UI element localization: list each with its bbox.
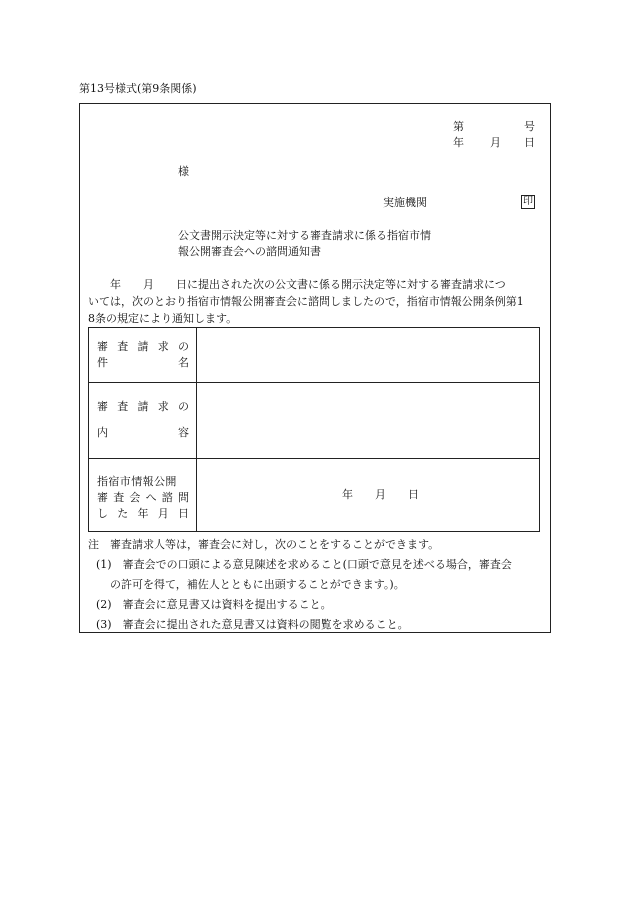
document-no-prefix: 第 bbox=[453, 120, 464, 133]
addressee-suffix: 様 bbox=[178, 165, 189, 178]
request-details-table bbox=[88, 327, 540, 532]
body-line-1: 年 月 日に提出された次の公文書に係る開示決定等に対する審査請求につ bbox=[88, 278, 506, 291]
table-row-divider bbox=[89, 382, 539, 383]
row3-label: 指宿市情報公開 審 査 会 へ 諮 問 し た 年 月 日 bbox=[97, 475, 189, 520]
document-title-line2: 報公開審査会への諮問通知書 bbox=[178, 245, 321, 258]
document-title-line1: 公文書開示決定等に対する審査請求に係る指宿市情 bbox=[178, 229, 431, 242]
notes-section bbox=[88, 535, 548, 635]
date-day-label: 日 bbox=[524, 136, 535, 149]
seal-mark: 印 bbox=[523, 196, 533, 207]
row2-label: 審 査 請 求 の 内 容 bbox=[97, 400, 189, 439]
notes-item-1-continuation: の許可を得て，補佐人とともに出頭することができます。)。 bbox=[110, 578, 405, 591]
notes-item-3: (3) 審査会に提出された意見書又は資料の閲覧を求めること。 bbox=[96, 618, 409, 631]
body-line-2: いては，次のとおり指宿市情報公開審査会に諮問しましたので，指宿市情報公開条例第1 bbox=[88, 295, 524, 308]
body-line-3: 8条の規定により通知します。 bbox=[88, 312, 238, 325]
row1-label: 審 査 請 求 の 件 名 bbox=[97, 340, 189, 369]
consultation-date-field: 年 月 日 bbox=[342, 488, 419, 501]
body-paragraph bbox=[88, 276, 542, 327]
form-number-label: 第13号様式(第9条関係) bbox=[79, 82, 197, 95]
notes-lead: 注 審査請求人等は，審査会に対し，次のことをすることができます。 bbox=[88, 538, 440, 551]
document-no-suffix: 号 bbox=[524, 120, 535, 133]
implementing-org-label: 実施機関 bbox=[383, 196, 427, 209]
table-row-divider bbox=[89, 458, 539, 459]
notes-item-2: (2) 審査会に意見書又は資料を提出すること。 bbox=[96, 598, 332, 611]
notes-item-1: (1) 審査会での口頭による意見陳述を求めること(口頭で意見を述べる場合，審査会 bbox=[96, 558, 512, 571]
table-column-divider bbox=[196, 328, 197, 531]
date-year-label: 年 bbox=[453, 136, 464, 149]
date-month-label: 月 bbox=[490, 136, 501, 149]
